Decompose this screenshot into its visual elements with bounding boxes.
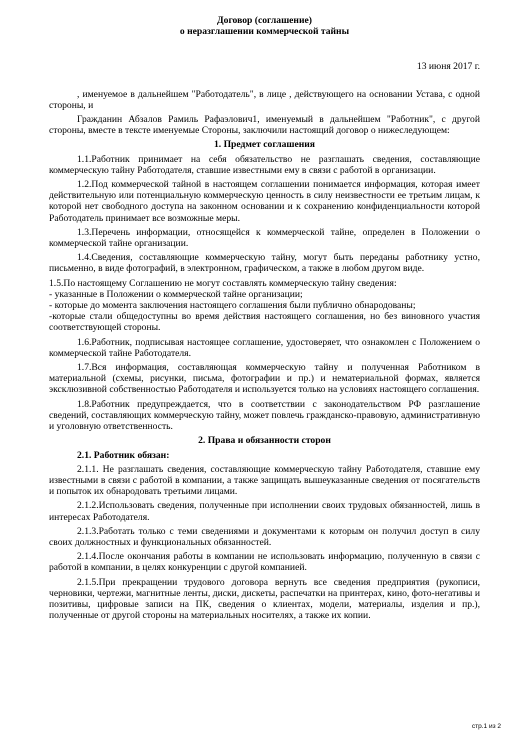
clause-1-4: 1.4.Сведения, составляющие коммерческую тайну, могут быть переданы работнику устно, письменно, в виде фотографий, в электронном, графическом, а также в любом другом виде. — [49, 252, 480, 275]
clause-2-1-3: 2.1.3.Работать только с теми сведениями и документами к которым он получил доступ в силу своих должностных и функциональных обязанностей. — [49, 525, 480, 548]
clause-1-1: 1.1.Работник принимает на себя обязательство не разглашать сведения, составляющие коммерческую тайну Работодателя, ставшие известными ему в связи с работой в организации. — [49, 153, 480, 176]
document-body — [49, 15, 480, 624]
section-2-1-heading: 2.1. Работник обязан: — [77, 449, 170, 461]
document-date: 13 июня 2017 г. — [416, 61, 480, 73]
clause-1-8: 1.8.Работник предупреждается, что в соответствии с законодательством РФ разглашение сведений, составляющих коммерческую тайну, может повлечь гражданско-правовую, административную и уголовную ответственность. — [49, 398, 480, 433]
clause-2-1-1: 2.1.1. Не разглашать сведения, составляющие коммерческую тайну Работодателя, ставшие ему известными в связи с работой в компании, а также защищать вышеуказанные сведения от посягательств и попыток их обнародовать третьими лицами. — [49, 463, 480, 498]
clause-1-3: 1.3.Перечень информации, относящейся к коммерческой тайне, определен в Положении о коммерческой тайне организации. — [49, 226, 480, 250]
clause-2-1-2: 2.1.2.Использовать сведения, полученные при исполнении своих трудовых обязанностей, лишь в интересах Работодателя. — [49, 500, 480, 523]
clause-1-5-item: - которые до момента заключения настоящего соглашения были публично обнародованы; — [49, 300, 416, 312]
clause-1-6: 1.6.Работник, подписывая настоящее соглашение, удостоверяет, что ознакомлен с Положением о коммерческой тайне Работодателя. — [49, 336, 480, 359]
clause-1-5-item: - указанные в Положении о коммерческой тайне организации; — [49, 288, 303, 300]
section-2-heading: 2. Права и обязанности сторон — [198, 435, 331, 447]
page-number: стр.1 из 2 — [471, 723, 501, 730]
document-title: Договор (соглашение) — [217, 15, 312, 26]
intro-paragraph-employer: , именуемое в дальнейшем "Работодатель", в лице , действующего на основании Устава, с одной стороны, и — [49, 88, 480, 111]
clause-1-7: 1.7.Вся информация, составляющая коммерческую тайну и полученная Работником в материальной (схемы, рисунки, письма, фотографии и пр.) и нематериальной формах, является эксклюзивной собственностью Работодателя и используется только на условиях настоящего соглашения. — [49, 362, 480, 396]
clause-1-5-item: -которые стали общедоступны во время действия настоящего соглашения, но без виновного участия соответствующей стороны. — [49, 311, 480, 334]
intro-paragraph-employee: Гражданин Абзалов Рамиль Рафаэлович1, именуемый в дальнейшем "Работник", с другой стороны, вместе в тексте именуемые Стороны, заключили настоящий договор о нижеследующем: — [49, 114, 480, 137]
clause-1-5: 1.5.По настоящему Соглашению не могут составлять коммерческую тайну сведения: — [49, 277, 397, 289]
clause-2-1-4: 2.1.4.После окончания работы в компании не использовать информацию, полученную в связи с работой в компании, в целях конкуренции с другой компанией. — [49, 551, 480, 574]
section-1-heading: 1. Предмет соглашения — [214, 139, 315, 151]
clause-1-2: 1.2.Под коммерческой тайной в настоящем соглашении понимается информация, которая имеет действительную или потенциальную коммерческую ценность в силу неизвестности ее третьим лицам, к которой нет свободного доступа на законном основании и к сохранению конфиденциальности которой Работодатель принимает все возможные меры. — [49, 179, 480, 224]
document-subtitle: о неразглашении коммерческой тайны — [179, 26, 350, 38]
clause-2-1-5: 2.1.5.При прекращении трудового договора вернуть все сведения предприятия (рукописи, черновики, чертежи, магнитные ленты, диски, дискеты, распечатки на принтерах, кино, фото-негативы и позитивы, цифровые записи на ПК, сведения о клиентах, модели, материалы, изделия и пр.), полученные от другой стороны на материальных носителях, а также их копии. — [49, 576, 480, 622]
